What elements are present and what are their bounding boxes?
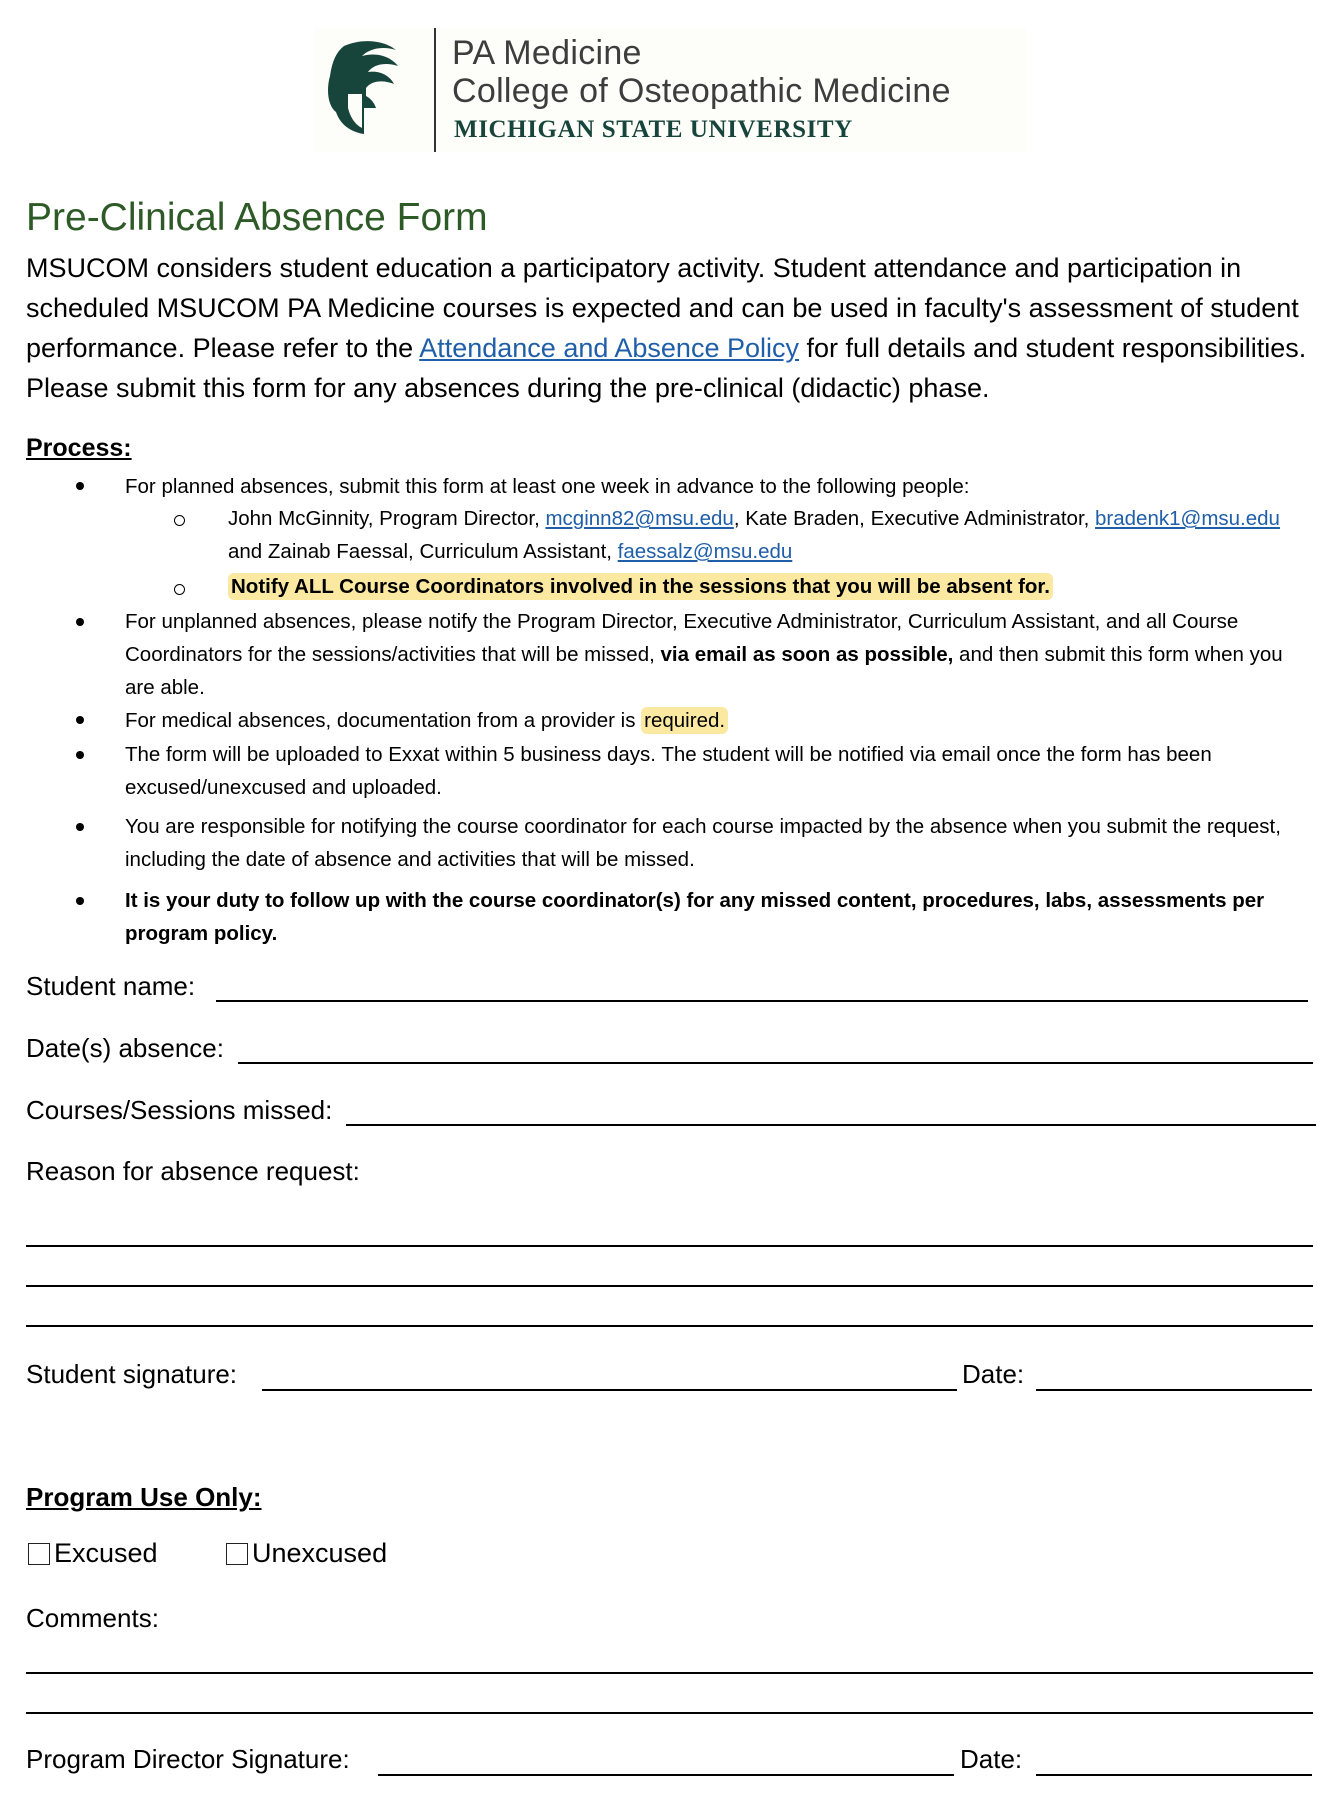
notify-coordinators bbox=[228, 570, 1308, 603]
bullet-icon bbox=[76, 482, 84, 490]
process-bullet-duty: It is your duty to follow up with the course coordinator(s) for any missed content, procedures, labs, assessments per program policy. bbox=[125, 889, 1265, 945]
excused-checkbox[interactable] bbox=[28, 1543, 50, 1565]
dates-absence-label: Date(s) absence: bbox=[26, 1033, 224, 1063]
form-title: Pre-Clinical Absence Form bbox=[26, 196, 488, 239]
comments-line[interactable] bbox=[26, 1672, 1313, 1674]
bullet-icon bbox=[76, 751, 84, 759]
comments-label: Comments: bbox=[26, 1603, 159, 1633]
logo-college-name: College of Osteopathic Medicine bbox=[452, 72, 951, 110]
unexcused-checkbox[interactable] bbox=[226, 1543, 248, 1565]
director-signature-label: Program Director Signature: bbox=[26, 1744, 350, 1774]
process-bullet-exxat: The form will be uploaded to Exxat within 5 business days. The student will be notified via email once the form has been excused/unexcused and uploaded. bbox=[125, 743, 1212, 799]
bullet-icon bbox=[76, 897, 84, 905]
process-bullet-medical bbox=[125, 704, 1295, 737]
sub-bullet-circle-icon bbox=[174, 584, 185, 595]
email-bradenk1-link[interactable]: bradenk1@msu.edu bbox=[1095, 507, 1280, 530]
spartan-helmet-logo bbox=[314, 36, 408, 142]
reason-line[interactable] bbox=[26, 1245, 1313, 1247]
courses-missed-line[interactable] bbox=[346, 1124, 1316, 1126]
student-date-line[interactable] bbox=[1036, 1389, 1312, 1391]
logo-pa-medicine: PA Medicine bbox=[452, 34, 642, 72]
student-name-line[interactable] bbox=[216, 1000, 1308, 1002]
email-faessalz-link[interactable]: faessalz@msu.edu bbox=[617, 540, 793, 563]
unplanned-bold-text: via email as soon as possible, bbox=[660, 643, 954, 666]
director-signature-line[interactable] bbox=[378, 1774, 954, 1776]
required-highlight: required. bbox=[641, 707, 728, 734]
sub-bullet-circle-icon bbox=[174, 515, 185, 526]
reason-line[interactable] bbox=[26, 1325, 1313, 1327]
process-bullet-planned: For planned absences, submit this form at least one week in advance to the following people: bbox=[125, 475, 970, 498]
excused-option[interactable] bbox=[28, 1538, 158, 1569]
program-use-heading: Program Use Only: bbox=[26, 1482, 262, 1512]
courses-missed-label: Courses/Sessions missed: bbox=[26, 1095, 333, 1125]
student-signature-line[interactable] bbox=[262, 1389, 957, 1391]
medical-text: For medical absences, documentation from a provider is bbox=[125, 709, 642, 732]
unplanned-text: For unplanned absences, please notify the Program Director, Executive Administrator, Curriculum Assistant, and all Course Coordinators for the sessions/activities that will be missed, bbox=[125, 610, 1239, 666]
bullet-icon bbox=[76, 716, 84, 724]
unplanned-text-end: and then submit this form when you are able. bbox=[125, 643, 1283, 699]
attendance-policy-link[interactable]: Attendance and Absence Policy bbox=[419, 333, 799, 363]
contact-admin-text: , Kate Braden, Executive Administrator, bbox=[733, 507, 1096, 530]
student-signature-label: Student signature: bbox=[26, 1359, 238, 1389]
notify-coordinators-highlight: Notify ALL Course Coordinators involved in the sessions that you will be absent for. bbox=[228, 573, 1053, 600]
comments-line[interactable] bbox=[26, 1712, 1313, 1714]
logo-divider bbox=[434, 28, 436, 152]
contact-director-text: John McGinnity, Program Director, bbox=[228, 507, 546, 530]
process-bullet-responsibility: You are responsible for notifying the course coordinator for each course impacted by the absence when you submit the request, including the date of absence and activities that will be missed. bbox=[125, 815, 1281, 871]
excused-label: Excused bbox=[54, 1538, 158, 1568]
email-mcginn82-link[interactable]: mcginn82@msu.edu bbox=[545, 507, 734, 530]
reason-line[interactable] bbox=[26, 1285, 1313, 1287]
contacts-list bbox=[228, 502, 1308, 568]
bullet-icon bbox=[76, 823, 84, 831]
student-name-label: Student name: bbox=[26, 971, 196, 1001]
director-date-line[interactable] bbox=[1036, 1774, 1312, 1776]
director-date-label: Date: bbox=[960, 1744, 1023, 1774]
unexcused-option[interactable] bbox=[226, 1538, 387, 1569]
student-date-label: Date: bbox=[962, 1359, 1025, 1389]
unexcused-label: Unexcused bbox=[252, 1538, 388, 1568]
bullet-icon bbox=[76, 618, 84, 626]
intro-text-before: MSUCOM considers student education a participatory activity. Student attendance and participation in scheduled MSUCOM PA Medicine courses is expected and can be used in faculty's assessment of student performance. Please refer to the bbox=[26, 253, 1299, 363]
intro-paragraph bbox=[26, 248, 1316, 408]
process-heading: Process: bbox=[26, 434, 132, 462]
logo-university-name: MICHIGAN STATE UNIVERSITY bbox=[454, 116, 853, 143]
dates-absence-line[interactable] bbox=[238, 1062, 1313, 1064]
process-bullet-unplanned bbox=[125, 605, 1295, 704]
reason-label: Reason for absence request: bbox=[26, 1156, 360, 1186]
contact-assistant-text: and Zainab Faessal, Curriculum Assistant, bbox=[228, 540, 618, 563]
intro-text-after: for full details and student responsibilities. Please submit this form for any absences during the pre-clinical (didactic) phase. bbox=[26, 333, 1307, 403]
